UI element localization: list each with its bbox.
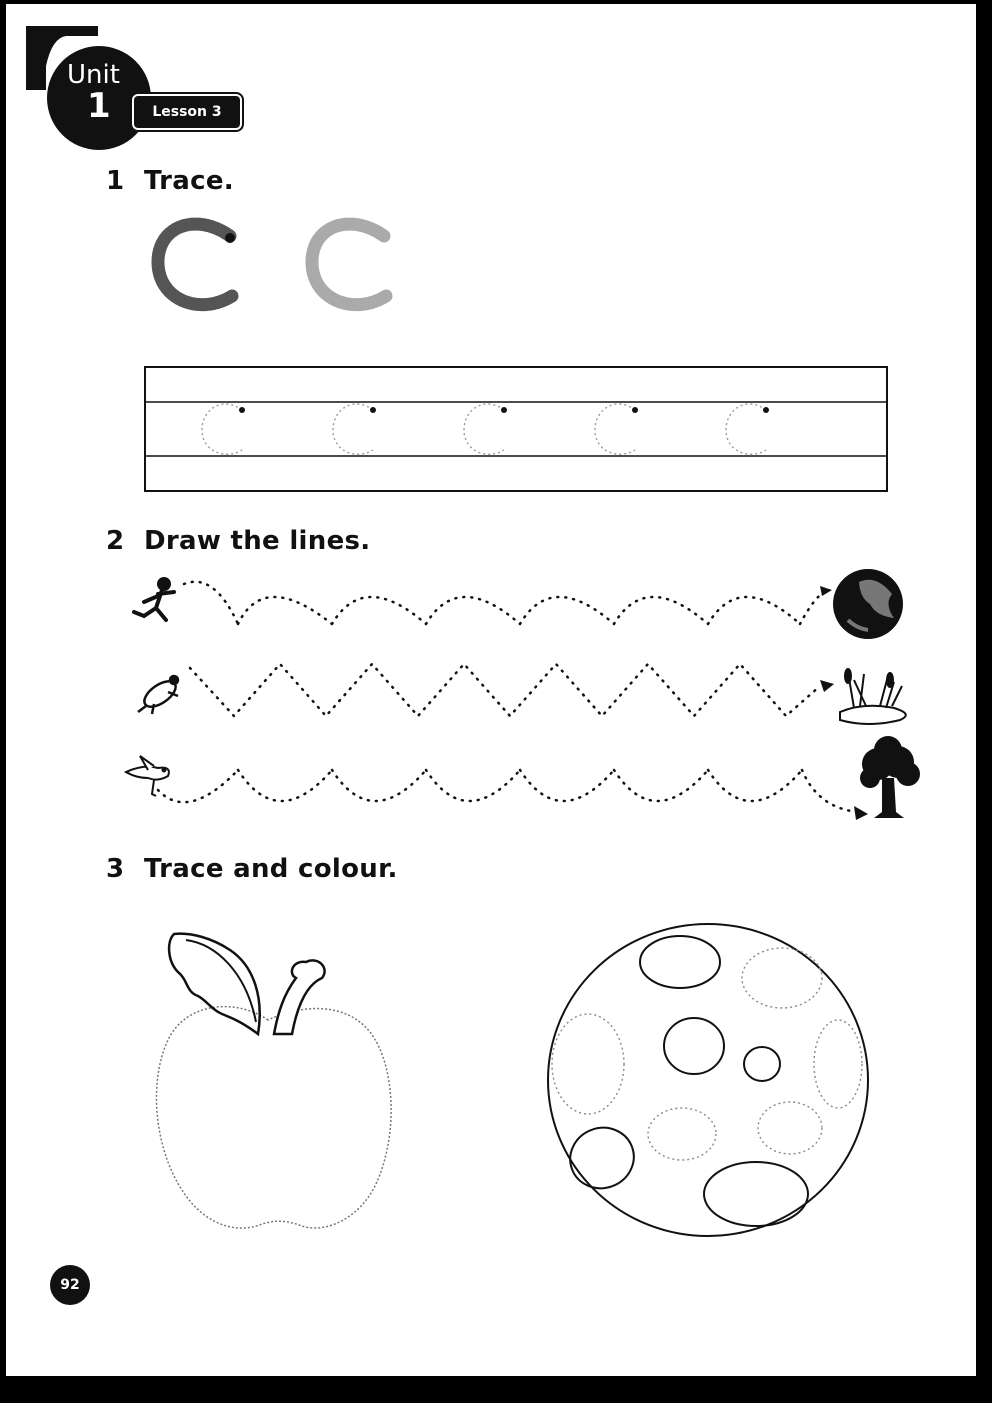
frog-icon [138,676,180,714]
large-trace-letters [146,216,406,326]
globe-icon [833,569,903,639]
exercise-instruction: Trace and colour. [144,854,398,884]
ball-outline [548,924,868,1236]
trace-letter-c [158,224,232,305]
pond-reeds-icon [840,669,906,724]
exercise-1-heading [106,166,234,196]
trace-letter-c [312,224,386,305]
tree-icon [860,736,920,818]
apple-body [156,1007,391,1228]
handwriting-lines [144,366,890,496]
unit-number: 1 [87,86,111,126]
apple-stem [274,960,325,1034]
page-number: 92 [50,1265,90,1305]
exercise-3-heading [106,854,398,884]
worksheet-page [6,4,976,1376]
apple-leaf [169,934,260,1034]
bird-icon [126,756,169,796]
apple-trace-drawing [146,922,406,1242]
running-boy-icon [134,579,174,620]
exercise-number: 2 [106,526,125,556]
dotted-line-cups [118,742,918,832]
ball-trace-drawing [542,920,882,1250]
exercise-instruction: Draw the lines. [144,526,371,556]
exercise-number: 1 [106,166,125,196]
exercise-number: 3 [106,854,125,884]
dotted-line-arches [124,564,924,654]
unit-label: Unit [67,60,120,90]
exercise-instruction: Trace. [144,166,234,196]
lesson-tab: Lesson 3 [132,94,242,130]
exercise-2-heading [106,526,370,556]
dotted-line-zigzag [124,656,924,736]
ball-spots [562,936,808,1226]
